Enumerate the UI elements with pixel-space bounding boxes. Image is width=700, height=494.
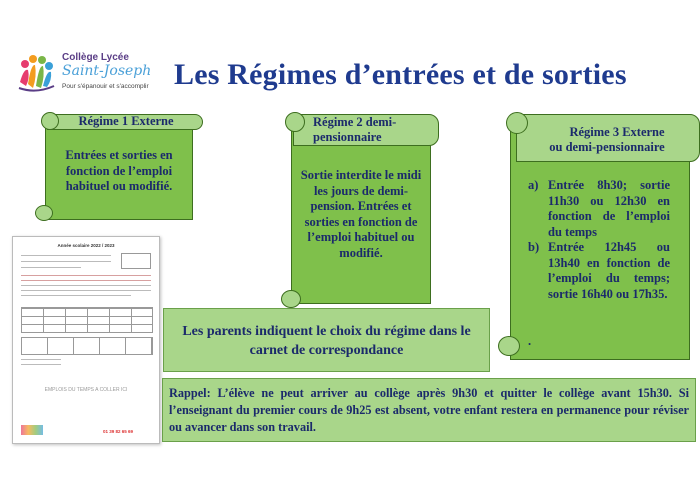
footer-logo-icon [21, 425, 43, 435]
divider [21, 285, 151, 286]
document-phone: 01 39 82 65 69 [103, 429, 134, 434]
regime-3-header-line-1: Régime 3 Externe [569, 125, 665, 139]
regime-3-item-b: Entrée 12h45 ou 13h40 en fonction de l’emploi du temps; sortie 16h40 ou 17h35. [548, 240, 670, 301]
scroll-curl-icon [498, 336, 520, 356]
divider [21, 275, 151, 276]
rappel-text: Rappel: L’élève ne peut arriver au collège après 9h30 et quitter le collège avant 15h30. Si l’enseignant du premier cours de 9h25 est absent, votre enfant restera en permanence pour réviser ou avancer dans son travail. [169, 386, 689, 434]
scroll-curl-icon [35, 205, 53, 221]
regime-grid [21, 337, 153, 355]
schedule-document-image [12, 236, 160, 444]
divider [21, 359, 61, 360]
parents-note-box [163, 308, 490, 372]
logo-line-1: Collège Lycée [62, 52, 129, 63]
scroll-curl-icon [41, 112, 59, 130]
divider [21, 290, 151, 291]
regime-2-text: Sortie interdite le midi les jours de demi-pension. Entrées et sorties en fonction de l’emploi habituel ou modifié. [300, 168, 422, 260]
divider [21, 295, 131, 296]
regime-3-item-a: Entrée 8h30; sortie 11h30 ou 12h30 en fonction de l’emploi du temps [548, 178, 670, 239]
divider [21, 267, 81, 268]
schedule-placeholder: EMPLOIS DU TEMPS A COLLER ICI [44, 387, 128, 393]
divider [21, 280, 151, 281]
divider [21, 261, 111, 262]
parents-note-text: Les parents indiquent le choix du régime dans le carnet de correspondance [182, 324, 471, 358]
rappel-box [162, 378, 696, 442]
regime-1-text: Entrées et sorties en fonction de l’emploi habituel ou modifié. [65, 148, 173, 193]
regime-1-header: Régime 1 Externe [78, 114, 174, 128]
regime-3-trailing: . [528, 334, 532, 348]
photo-box [121, 253, 151, 269]
scroll-curl-icon [285, 112, 305, 132]
divider [21, 255, 111, 256]
scroll-curl-icon [506, 112, 528, 134]
regime-2-scroll [281, 112, 441, 308]
page-title: Les Régimes d’entrées et de sorties [174, 58, 627, 91]
list-marker: a) [528, 178, 539, 192]
list-marker: b) [528, 240, 540, 254]
logo-people-icon [16, 52, 56, 92]
days-grid [21, 307, 153, 333]
document-heading: Année scolaire 2022 / 2023 [57, 243, 115, 248]
divider [21, 364, 61, 365]
regime-3-scroll [498, 112, 700, 364]
regime-2-header: Régime 2 demi-pensionnaire [313, 115, 397, 144]
logo-line-2: Saint-Joseph [62, 63, 152, 79]
school-logo [16, 50, 152, 98]
logo-tagline: Pour s'épanouir et s'accomplir [62, 83, 149, 90]
regime-1-scroll [33, 112, 203, 222]
scroll-curl-icon [281, 290, 301, 308]
regime-3-header-line-2: ou demi-pensionnaire [549, 140, 665, 154]
document-footer [21, 423, 151, 437]
